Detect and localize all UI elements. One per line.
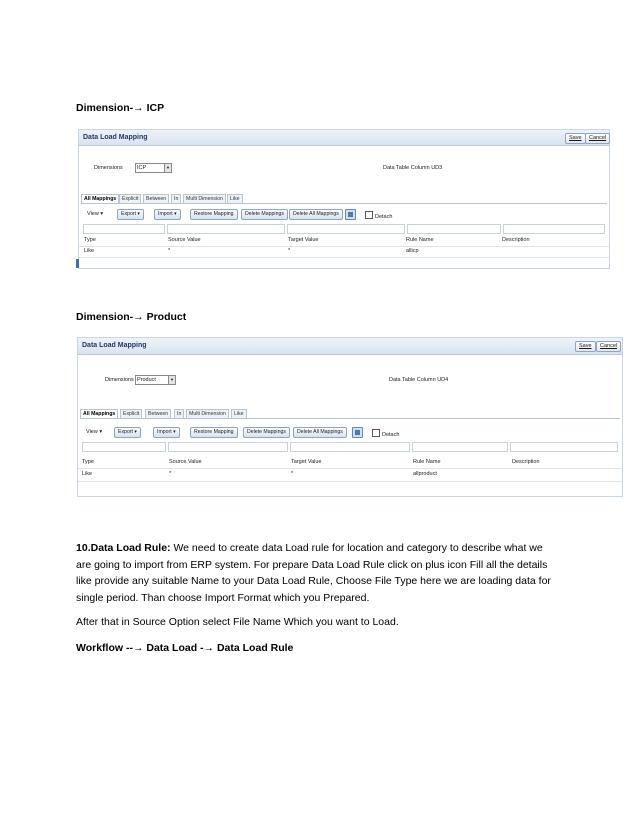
row-divider: [78, 481, 622, 482]
filter-target-value[interactable]: [287, 224, 405, 234]
data-table-column-label: Data Table Column UD3: [383, 165, 443, 171]
mapping-tabs: [80, 409, 620, 419]
view-menu[interactable]: View ▾: [86, 429, 103, 435]
filter-description[interactable]: [510, 442, 618, 452]
import-button[interactable]: Import ▾: [153, 427, 180, 438]
tab-explicit[interactable]: Explicit: [119, 194, 141, 204]
chevron-down-icon[interactable]: ▼: [164, 164, 171, 172]
column-description: Description: [512, 459, 540, 465]
data-load-mapping-panel-icp: [78, 129, 610, 269]
save-button[interactable]: Save: [575, 341, 596, 352]
panel-title: Data Load Mapping: [82, 342, 147, 349]
filter-source-value[interactable]: [168, 442, 288, 452]
restore-mapping-button[interactable]: Restore Mapping: [190, 209, 238, 220]
source-option-paragraph: After that in Source Option select File Name Which you want to Load.: [76, 616, 399, 628]
workflow-path: Workflow --→ Data Load -→ Data Load Rule: [76, 642, 294, 654]
refresh-icon[interactable]: [352, 427, 363, 438]
table-row[interactable]: [82, 471, 616, 480]
detach-icon: [372, 429, 380, 437]
filter-rule-name[interactable]: [412, 442, 508, 452]
step-paragraph: [76, 540, 560, 606]
tab-between[interactable]: Between: [145, 409, 171, 419]
mapping-tabs: [81, 194, 607, 204]
column-type: Type: [82, 459, 94, 465]
column-target-value: Target Value: [291, 459, 322, 465]
column-target-value: Target Value: [288, 237, 319, 243]
refresh-icon[interactable]: [345, 209, 356, 220]
panel-header: [78, 338, 622, 355]
filter-description[interactable]: [503, 224, 605, 234]
filter-source-value[interactable]: [167, 224, 285, 234]
header-divider: [79, 246, 609, 247]
column-source-value: Source Value: [168, 237, 201, 243]
tab-like[interactable]: Like: [231, 409, 247, 419]
panel-header: [79, 130, 609, 146]
dimensions-label: Dimensions: [105, 377, 134, 383]
row-divider: [79, 257, 609, 258]
column-type: Type: [84, 237, 96, 243]
tab-all-mappings[interactable]: All Mappings: [80, 409, 118, 419]
export-button[interactable]: Export ▾: [114, 427, 141, 438]
cell-target-value: *: [291, 471, 294, 477]
section-heading-product: Dimension-→ Product: [76, 311, 187, 323]
filter-type[interactable]: [82, 442, 166, 452]
tab-like[interactable]: Like: [227, 194, 243, 204]
cancel-button[interactable]: Cancel: [585, 133, 610, 144]
dimensions-select[interactable]: Product ▼: [135, 375, 176, 385]
step-number: 10: [76, 542, 88, 554]
cell-type: Like: [84, 248, 95, 254]
tab-multi-dimension[interactable]: Multi Dimension: [183, 194, 226, 204]
step-title: .Data Load Rule:: [87, 542, 171, 554]
column-source-value: Source Value: [169, 459, 202, 465]
cell-rule-name: allicp: [406, 248, 419, 254]
delete-mappings-button[interactable]: Delete Mappings: [243, 427, 290, 438]
view-menu[interactable]: View ▾: [87, 211, 104, 217]
column-description: Description: [502, 237, 530, 243]
filter-row: [82, 442, 618, 451]
cell-rule-name: allproduct: [413, 471, 437, 477]
tab-in[interactable]: In: [171, 194, 181, 204]
cancel-button[interactable]: Cancel: [596, 341, 621, 352]
chevron-down-icon[interactable]: ▼: [168, 376, 175, 384]
cell-target-value: *: [288, 248, 291, 254]
filter-row: [83, 224, 605, 233]
filter-rule-name[interactable]: [407, 224, 501, 234]
tab-divider: [81, 203, 607, 204]
table-row[interactable]: [84, 248, 604, 257]
import-button[interactable]: Import ▾: [154, 209, 181, 220]
delete-mappings-button[interactable]: Delete Mappings: [241, 209, 288, 220]
data-table-column-label: Data Table Column UD4: [389, 377, 449, 383]
restore-mapping-button[interactable]: Restore Mapping: [190, 427, 238, 438]
table-header: [84, 237, 604, 246]
cell-source-value: *: [168, 248, 171, 254]
tab-multi-dimension[interactable]: Multi Dimension: [186, 409, 229, 419]
section-heading-icp: Dimension-→ ICP: [76, 102, 165, 114]
detach-button[interactable]: Detach: [365, 211, 392, 220]
detach-button[interactable]: Detach: [372, 429, 399, 438]
arrow-icon: →: [133, 102, 144, 114]
filter-type[interactable]: [83, 224, 165, 234]
save-button[interactable]: Save: [565, 133, 586, 144]
delete-all-mappings-button[interactable]: Delete All Mappings: [293, 427, 347, 438]
filter-target-value[interactable]: [290, 442, 410, 452]
scrollbar-handle[interactable]: [76, 259, 79, 268]
table-header: [82, 459, 616, 468]
detach-icon: [365, 211, 373, 219]
tab-divider: [80, 418, 620, 419]
delete-all-mappings-button[interactable]: Delete All Mappings: [289, 209, 343, 220]
export-button[interactable]: Export ▾: [117, 209, 144, 220]
tab-all-mappings[interactable]: All Mappings: [81, 194, 119, 204]
tab-explicit[interactable]: Explicit: [120, 409, 142, 419]
cell-source-value: *: [169, 471, 172, 477]
data-load-mapping-panel-product: [77, 337, 623, 497]
tab-between[interactable]: Between: [143, 194, 169, 204]
step-description: We need to create data Load rule for location and category to describe what we are going to import from ERP system. For prepare Data Load Rule click on plus icon Fill all the details like provide any suitable Name to your Data Load Rule, Choose File Type here we are loading data for single period. Than choose Import Format which you Prepared.: [76, 542, 551, 604]
cell-type: Like: [82, 471, 93, 477]
panel-title: Data Load Mapping: [83, 134, 148, 141]
dimensions-label: Dimensions: [94, 165, 123, 171]
column-rule-name: Rule Name: [413, 459, 441, 465]
header-divider: [78, 468, 622, 469]
tab-in[interactable]: In: [174, 409, 184, 419]
arrow-icon: →: [133, 311, 144, 323]
column-rule-name: Rule Name: [406, 237, 434, 243]
dimensions-select[interactable]: ICP ▼: [135, 163, 172, 173]
